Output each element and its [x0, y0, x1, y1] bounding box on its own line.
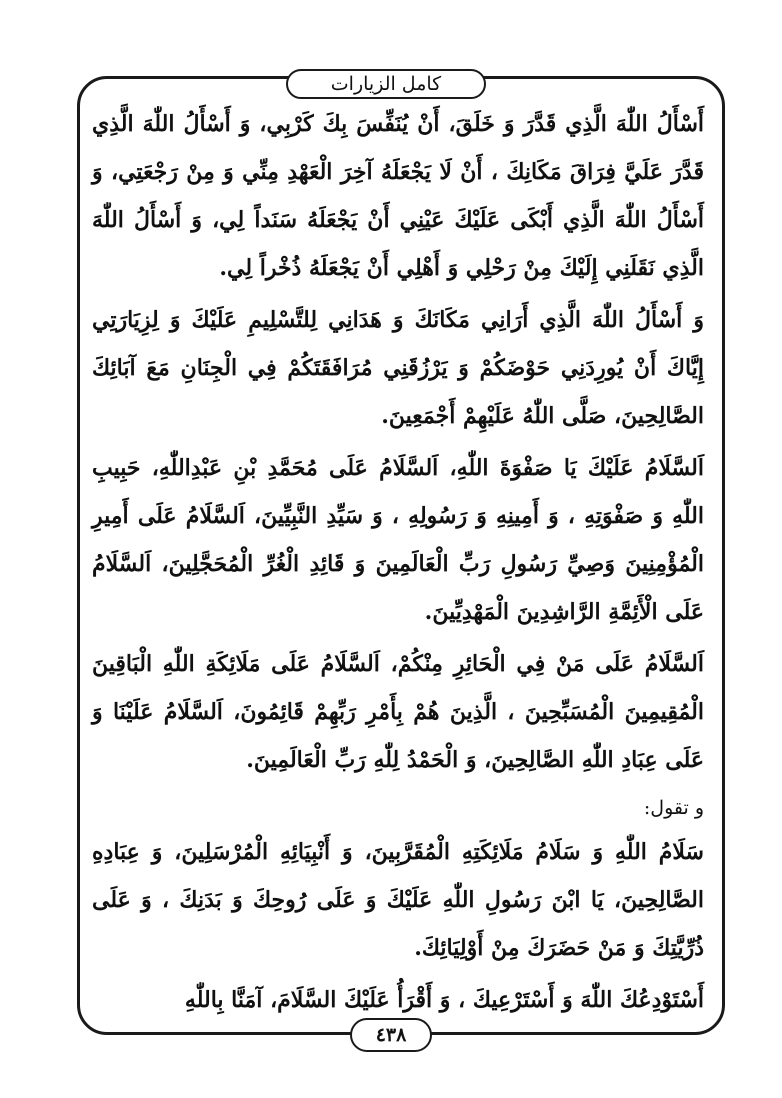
- page-number-badge: [350, 1018, 432, 1052]
- paragraph-1: أَسْأَلُ اللّٰهَ الَّذِي قَدَّرَ وَ خَلَقَ، أَنْ يُنَفِّسَ بِكَ كَرْبِي، وَ أَسْأَلُ اللّٰهَ الَّذِي قَدَّرَ عَلَيَّ فِرَاقَ مَكَانِكَ ، أَنْ لَا يَجْعَلَهُ آخِرَ الْعَهْدِ مِنِّي وَ مِنْ رَجْعَتِي، وَ أَسْأَلُ اللّٰهَ الَّذِي أَبْكَى عَلَيْكَ عَيْنِي أَنْ يَجْعَلَهُ سَنَداً لِي، وَ أَسْأَلُ اللّٰهَ الَّذِي نَقَلَنِي إِلَيْكَ مِنْ رَحْلِي وَ أَهْلِي أَنْ يَجْعَلَهُ ذُخْراً لِي.: [92, 111, 704, 281]
- page-number: ٤٣٨: [375, 1024, 407, 1046]
- intro-line: و تقول:: [643, 797, 704, 819]
- paragraph-4: اَلسَّلَامُ عَلَى مَنْ فِي الْحَائِرِ مِنْكُمْ، اَلسَّلَامُ عَلَى مَلَائِكَةِ اللّٰهِ الْبَاقِينَ الْمُقِيمِينَ الْمُسَبِّحِينَ ، الَّذِينَ هُمْ بِأَمْرِ رَبِّهِمْ قَائِمُونَ، اَلسَّلَامُ عَلَيْنَا وَ عَلَى عِبَادِ اللّٰهِ الصَّالِحِينَ، وَ الْحَمْدُ لِلّٰهِ رَبِّ الْعَالَمِينَ.: [92, 651, 704, 773]
- page-body: [92, 100, 704, 1012]
- paragraph-5: سَلَامُ اللّٰهِ وَ سَلَامُ مَلَائِكَتِهِ الْمُقَرَّبِينَ، وَ أَنْبِيَائِهِ الْمُرْسَلِينَ، وَ عِبَادِهِ الصَّالِحِينَ، يَا ابْنَ رَسُولِ اللّٰهِ عَلَيْكَ وَ عَلَى رُوحِكَ وَ بَدَنِكَ ، وَ عَلَى ذُرِّيَّتِكَ وَ مَنْ حَضَرَكَ مِنْ أَوْلِيَائِكَ.: [92, 839, 704, 961]
- running-header: [286, 69, 486, 99]
- paragraph-6: أَسْتَوْدِعُكَ اللّٰهَ وَ أَسْتَرْعِيكَ ، وَ أَقْرَأُ عَلَيْكَ السَّلَامَ، آمَنَّا بِاللّٰهِ: [184, 987, 704, 1013]
- paragraph-2: وَ أَسْأَلُ اللّٰهَ الَّذِي أَرَانِي مَكَانَكَ وَ هَدَانِي لِلتَّسْلِيمِ عَلَيْكَ وَ لِزِيَارَتِي إِيَّاكَ أَنْ يُورِدَنِي حَوْضَكُمْ وَ يَرْزُقَنِي مُرَافَقَتَكُمْ فِي الْجِنَانِ مَعَ آبَائِكَ الصَّالِحِينَ، صَلَّى اللّٰهُ عَلَيْهِمْ أَجْمَعِينَ.: [92, 307, 704, 429]
- paragraph-3: اَلسَّلَامُ عَلَيْكَ يَا صَفْوَةَ اللّٰهِ، اَلسَّلَامُ عَلَى مُحَمَّدِ بْنِ عَبْدِاللّٰهِ، حَبِيبِ اللّٰهِ وَ صَفْوَتِهِ ، وَ أَمِينِهِ وَ رَسُولِهِ ، وَ سَيِّدِ النَّبِيِّينَ، اَلسَّلَامُ عَلَى أَمِيرِ الْمُؤْمِنِينَ وَصِيِّ رَسُولِ رَبِّ الْعَالَمِينَ وَ قَائِدِ الْغُرِّ الْمُحَجَّلِينَ، اَلسَّلَامُ عَلَى الْأَئِمَّةِ الرَّاشِدِينَ الْمَهْدِيِّينَ.: [92, 455, 704, 625]
- book-title: كامل الزيارات: [330, 73, 442, 95]
